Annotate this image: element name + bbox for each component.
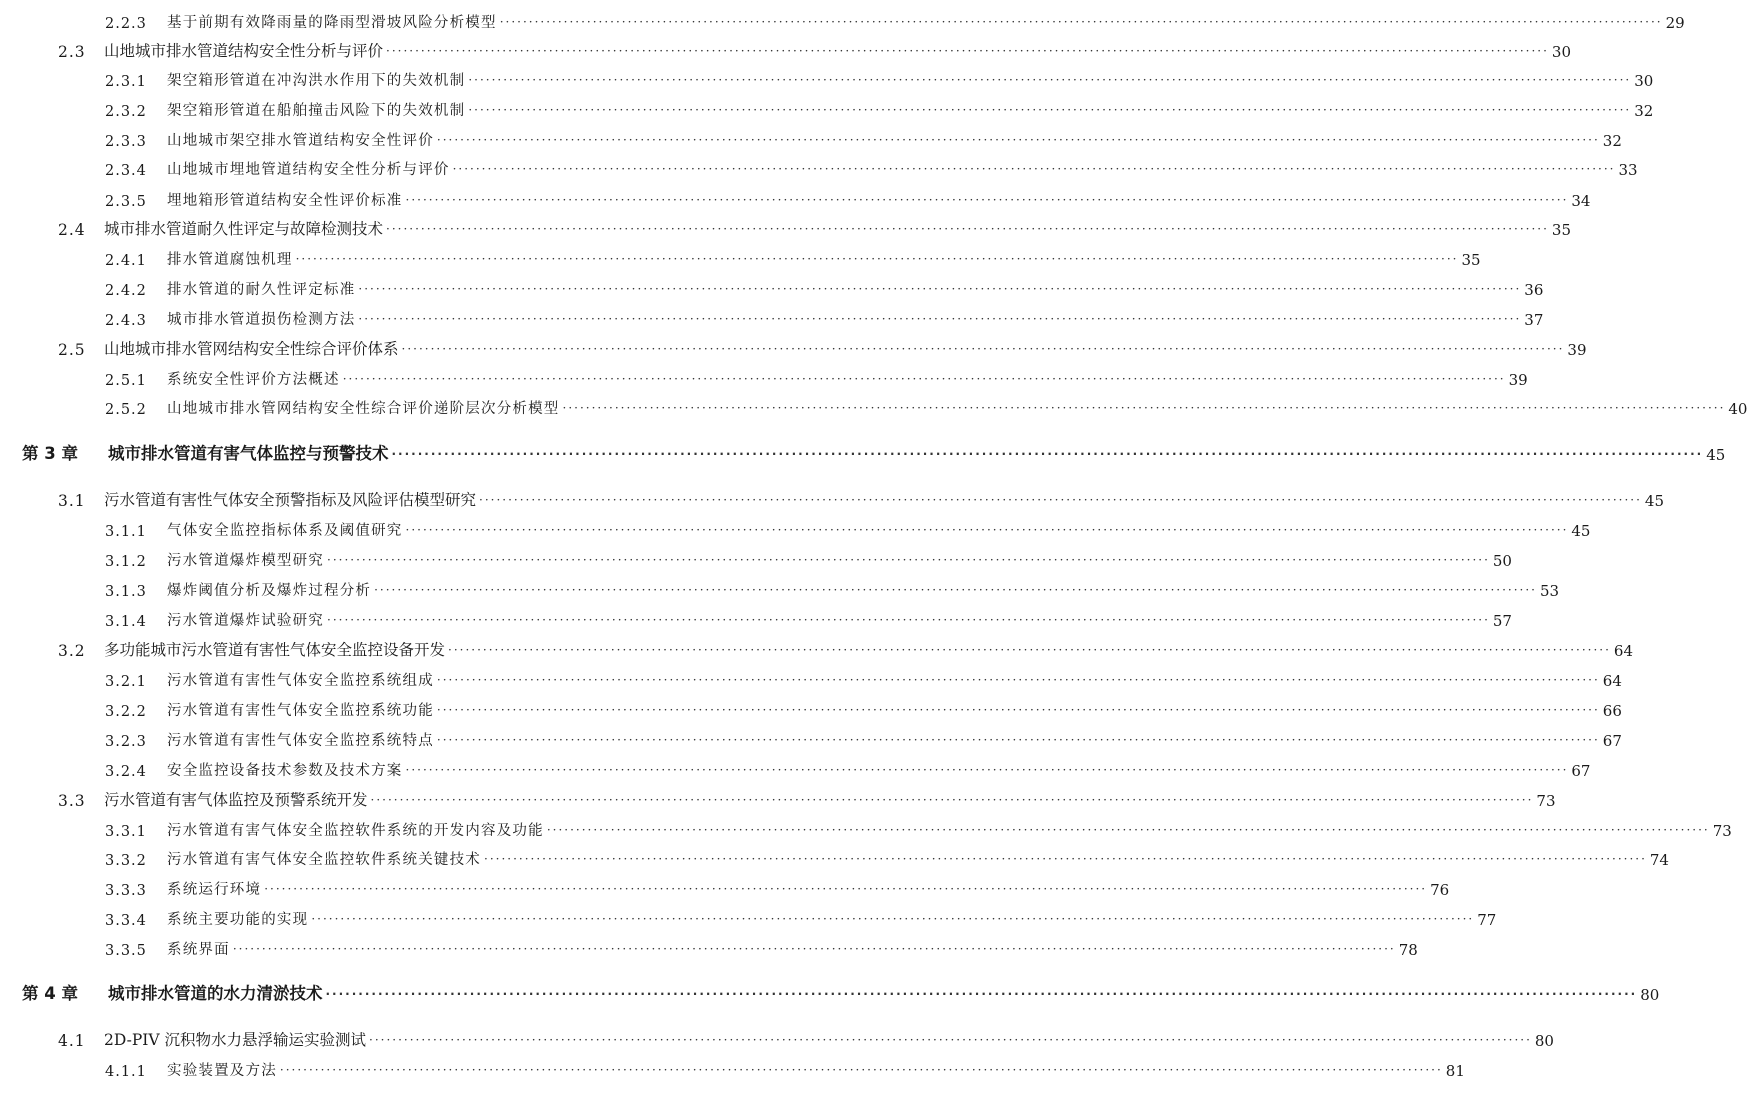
toc-subsection[interactable] bbox=[105, 126, 1622, 150]
toc-leader-dots: ········································································································································································································ bbox=[401, 342, 1565, 356]
toc-leader-dots: ········································································································································································································ bbox=[405, 193, 1569, 207]
toc-leader-dots: ········································································································································································································ bbox=[358, 282, 1522, 296]
toc-number: 3.2.2 bbox=[105, 704, 147, 720]
toc-title: 埋地箱形管道结构安全性评价标准 bbox=[167, 193, 403, 209]
toc-leader-dots: ········································································································································································································ bbox=[436, 733, 1600, 747]
toc-number: 2.5.1 bbox=[105, 373, 147, 389]
toc-page-number: 45 bbox=[1644, 492, 1664, 510]
toc-section[interactable] bbox=[58, 786, 1556, 810]
toc-number: 2.3.2 bbox=[105, 104, 147, 120]
toc-number: 3.1.4 bbox=[105, 614, 147, 630]
toc-leader-dots: ········································································································································································································ bbox=[327, 613, 1490, 627]
toc-title: 爆炸阈值分析及爆炸过程分析 bbox=[167, 583, 372, 599]
toc-title: 系统界面 bbox=[167, 942, 230, 958]
toc-number: 2.3.3 bbox=[105, 134, 147, 150]
toc-page-number: 67 bbox=[1571, 762, 1591, 780]
toc-subsection[interactable] bbox=[105, 275, 1544, 299]
toc-subsection[interactable] bbox=[105, 66, 1654, 90]
toc-page-number: 29 bbox=[1665, 14, 1685, 32]
toc-section[interactable] bbox=[58, 636, 1633, 660]
toc-number: 2.3.1 bbox=[105, 74, 147, 90]
toc-page-number: 36 bbox=[1524, 281, 1544, 299]
toc-subsection[interactable] bbox=[105, 546, 1512, 570]
toc-title: 污水管道有害性气体安全监控系统组成 bbox=[167, 673, 434, 689]
toc-title: 实验装置及方法 bbox=[167, 1063, 277, 1079]
toc-title: 架空箱形管道在冲沟洪水作用下的失效机制 bbox=[167, 73, 466, 89]
toc-page-number: 57 bbox=[1492, 612, 1512, 630]
toc-chapter[interactable] bbox=[22, 440, 1726, 464]
toc-leader-dots: ········································································································································································································ bbox=[468, 73, 1632, 87]
toc-leader-dots: ········································································································································································································ bbox=[370, 793, 1534, 807]
toc-page-number: 76 bbox=[1430, 881, 1450, 899]
toc-page-number: 40 bbox=[1728, 400, 1747, 418]
toc-page-number: 37 bbox=[1524, 311, 1544, 329]
toc-leader-dots: ········································································································································································································ bbox=[436, 133, 1600, 147]
toc-number: 2.4.2 bbox=[105, 283, 147, 299]
toc-number: 2.3 bbox=[58, 43, 86, 61]
toc-number: 4.1 bbox=[58, 1032, 86, 1050]
toc-number: 3.1.3 bbox=[105, 584, 147, 600]
toc-number: 3.1.2 bbox=[105, 554, 147, 570]
toc-page-number: 39 bbox=[1508, 371, 1528, 389]
toc-page-number: 77 bbox=[1477, 911, 1497, 929]
toc-number: 3.2.4 bbox=[105, 764, 147, 780]
toc-subsection[interactable] bbox=[105, 8, 1685, 32]
toc-page-number: 78 bbox=[1398, 941, 1418, 959]
toc-page-number: 80 bbox=[1534, 1032, 1554, 1050]
toc-number: 3.2.1 bbox=[105, 674, 147, 690]
toc-leader-dots: ········································································································································································································ bbox=[484, 852, 1647, 866]
toc-title: 城市排水管道耐久性评定与故障检测技术 bbox=[104, 220, 384, 238]
toc-title: 排水管道腐蚀机理 bbox=[167, 252, 293, 268]
toc-title: 污水管道有害性气体安全监控系统特点 bbox=[167, 733, 434, 749]
toc-subsection[interactable] bbox=[105, 726, 1622, 750]
toc-leader-dots: ········································································································································································································ bbox=[479, 493, 1642, 507]
toc-leader-dots: ········································································································································································································ bbox=[264, 882, 1428, 896]
toc-section[interactable] bbox=[58, 486, 1664, 510]
toc-title: 架空箱形管道在船舶撞击风险下的失效机制 bbox=[167, 103, 466, 119]
toc-number: 2.4.3 bbox=[105, 313, 147, 329]
toc-leader-dots: ········································································································································································································ bbox=[391, 447, 1704, 461]
toc-page-number: 64 bbox=[1613, 642, 1633, 660]
toc-title: 安全监控设备技术参数及技术方案 bbox=[167, 763, 403, 779]
toc-subsection[interactable] bbox=[105, 905, 1497, 929]
toc-subsection[interactable] bbox=[105, 365, 1528, 389]
toc-leader-dots: ········································································································································································································ bbox=[405, 523, 1569, 537]
toc-leader-dots: ········································································································································································································ bbox=[342, 372, 1506, 386]
toc-title: 2D-PIV 沉积物水力悬浮输运实验测试 bbox=[104, 1031, 366, 1049]
toc-title: 山地城市埋地管道结构安全性分析与评价 bbox=[167, 162, 450, 178]
toc-title: 基于前期有效降雨量的降雨型滑坡风险分析模型 bbox=[167, 15, 497, 31]
toc-leader-dots: ········································································································································································································ bbox=[386, 44, 1549, 58]
toc-leader-dots: ········································································································································································································ bbox=[405, 763, 1569, 777]
toc-number: 3.3.5 bbox=[105, 943, 147, 959]
toc-title: 系统安全性评价方法概述 bbox=[167, 372, 340, 388]
toc-page-number: 53 bbox=[1540, 582, 1560, 600]
toc-leader-dots: ········································································································································································································ bbox=[448, 643, 1611, 657]
toc-number: 2.4.1 bbox=[105, 253, 147, 269]
toc-page-number: 45 bbox=[1706, 446, 1726, 464]
toc-title: 气体安全监控指标体系及阈值研究 bbox=[167, 523, 403, 539]
toc-number: 2.3.5 bbox=[105, 194, 147, 210]
toc-subsection[interactable] bbox=[105, 516, 1591, 540]
toc-number: 2.5.2 bbox=[105, 402, 147, 418]
toc-title: 系统主要功能的实现 bbox=[167, 912, 309, 928]
toc-title: 山地城市排水管网结构安全性综合评价体系 bbox=[104, 340, 399, 358]
toc-section[interactable] bbox=[58, 215, 1571, 239]
toc-title: 城市排水管道损伤检测方法 bbox=[167, 312, 356, 328]
toc-page-number: 30 bbox=[1634, 72, 1654, 90]
toc-subsection[interactable] bbox=[105, 666, 1622, 690]
toc-subsection[interactable] bbox=[105, 1056, 1465, 1080]
toc-number: 3.3.3 bbox=[105, 883, 147, 899]
toc-leader-dots: ········································································································································································································ bbox=[499, 15, 1663, 29]
toc-page-number: 73 bbox=[1536, 792, 1556, 810]
toc-number: 3.3.1 bbox=[105, 824, 147, 840]
toc-page-number: 35 bbox=[1551, 221, 1571, 239]
toc-leader-dots: ········································································································································································································ bbox=[311, 912, 1475, 926]
toc-title: 城市排水管道的水力清淤技术 bbox=[108, 984, 323, 1003]
toc-subsection[interactable] bbox=[105, 606, 1512, 630]
toc-leader-dots: ········································································································································································································ bbox=[436, 703, 1600, 717]
toc-page-number: 81 bbox=[1445, 1062, 1465, 1080]
toc-page-number: 45 bbox=[1571, 522, 1591, 540]
toc-subsection[interactable] bbox=[105, 96, 1654, 120]
toc-page-number: 64 bbox=[1602, 672, 1622, 690]
toc-title: 山地城市架空排水管道结构安全性评价 bbox=[167, 133, 434, 149]
toc-title: 污水管道有害气体安全监控软件系统关键技术 bbox=[167, 852, 481, 868]
toc-number: 3.3.2 bbox=[105, 853, 147, 869]
toc-subsection[interactable] bbox=[105, 875, 1450, 899]
toc-number: 第 4 章 bbox=[22, 984, 78, 1003]
toc-page-number: 35 bbox=[1461, 251, 1481, 269]
toc-subsection[interactable] bbox=[105, 756, 1591, 780]
toc-leader-dots: ········································································································································································································ bbox=[546, 823, 1710, 837]
toc-section[interactable] bbox=[58, 1026, 1554, 1050]
toc-page-number: 32 bbox=[1602, 132, 1622, 150]
toc-leader-dots: ········································································································································································································ bbox=[386, 222, 1549, 236]
toc-page-number: 32 bbox=[1634, 102, 1654, 120]
toc-leader-dots: ········································································································································································································ bbox=[325, 987, 1638, 1001]
toc-leader-dots: ········································································································································································································ bbox=[358, 312, 1522, 326]
toc-number: 2.2.3 bbox=[105, 16, 147, 32]
toc-page-number: 67 bbox=[1602, 732, 1622, 750]
toc-number: 3.1.1 bbox=[105, 524, 147, 540]
toc-number: 3.3 bbox=[58, 792, 86, 810]
toc-subsection[interactable] bbox=[105, 696, 1622, 720]
toc-leader-dots: ········································································································································································································ bbox=[327, 553, 1490, 567]
toc-section[interactable] bbox=[58, 37, 1571, 61]
toc-leader-dots: ········································································································································································································ bbox=[232, 942, 1396, 956]
toc-title: 多功能城市污水管道有害性气体安全监控设备开发 bbox=[104, 641, 446, 659]
toc-number: 4.1.1 bbox=[105, 1064, 147, 1080]
toc-number: 2.3.4 bbox=[105, 163, 147, 179]
toc-title: 系统运行环境 bbox=[167, 882, 262, 898]
toc-subsection[interactable] bbox=[105, 816, 1732, 840]
toc-leader-dots: ········································································································································································································ bbox=[436, 673, 1600, 687]
toc-title: 城市排水管道有害气体监控与预警技术 bbox=[108, 444, 389, 463]
toc-number: 第 3 章 bbox=[22, 444, 78, 463]
toc-page-number: 34 bbox=[1571, 192, 1591, 210]
toc-page-number: 74 bbox=[1649, 851, 1669, 869]
toc-leader-dots: ········································································································································································································ bbox=[369, 1033, 1532, 1047]
toc-page-number: 39 bbox=[1567, 341, 1587, 359]
toc-page-number: 73 bbox=[1712, 822, 1732, 840]
toc-page-number: 66 bbox=[1602, 702, 1622, 720]
toc-title: 污水管道爆炸模型研究 bbox=[167, 553, 324, 569]
toc-title: 污水管道爆炸试验研究 bbox=[167, 613, 324, 629]
toc-page-number: 50 bbox=[1492, 552, 1512, 570]
toc-number: 3.1 bbox=[58, 492, 86, 510]
toc-leader-dots: ········································································································································································································ bbox=[295, 252, 1459, 266]
toc-title: 污水管道有害气体监控及预警系统开发 bbox=[104, 791, 368, 809]
toc-subsection[interactable] bbox=[105, 186, 1591, 210]
toc-leader-dots: ········································································································································································································ bbox=[452, 162, 1616, 176]
toc-title: 污水管道有害气体安全监控软件系统的开发内容及功能 bbox=[167, 823, 544, 839]
toc-page-number: 80 bbox=[1640, 986, 1660, 1004]
toc-number: 3.3.4 bbox=[105, 913, 147, 929]
toc-leader-dots: ········································································································································································································ bbox=[562, 401, 1726, 415]
toc-number: 3.2 bbox=[58, 642, 86, 660]
toc-chapter[interactable] bbox=[22, 980, 1660, 1004]
toc-number: 3.2.3 bbox=[105, 734, 147, 750]
toc-leader-dots: ········································································································································································································ bbox=[279, 1063, 1443, 1077]
toc-subsection[interactable] bbox=[105, 394, 1747, 418]
toc-subsection[interactable] bbox=[105, 845, 1669, 869]
toc-title: 污水管道有害性气体安全监控系统功能 bbox=[167, 703, 434, 719]
toc-title: 排水管道的耐久性评定标准 bbox=[167, 282, 356, 298]
toc-section[interactable] bbox=[58, 335, 1587, 359]
toc-subsection[interactable] bbox=[105, 245, 1481, 269]
toc-subsection[interactable] bbox=[105, 935, 1418, 959]
toc-leader-dots: ········································································································································································································ bbox=[468, 103, 1632, 117]
toc-title: 山地城市排水管网结构安全性综合评价递阶层次分析模型 bbox=[167, 401, 560, 417]
toc-page-number: 30 bbox=[1551, 43, 1571, 61]
toc-page-number: 33 bbox=[1618, 161, 1638, 179]
toc-subsection[interactable] bbox=[105, 576, 1560, 600]
toc-subsection[interactable] bbox=[105, 155, 1638, 179]
toc-title: 山地城市排水管道结构安全性分析与评价 bbox=[104, 42, 384, 60]
toc-title: 污水管道有害性气体安全预警指标及风险评估模型研究 bbox=[104, 491, 477, 509]
toc-subsection[interactable] bbox=[105, 305, 1544, 329]
toc-number: 2.4 bbox=[58, 221, 86, 239]
toc-number: 2.5 bbox=[58, 341, 86, 359]
toc-leader-dots: ········································································································································································································ bbox=[374, 583, 1537, 597]
